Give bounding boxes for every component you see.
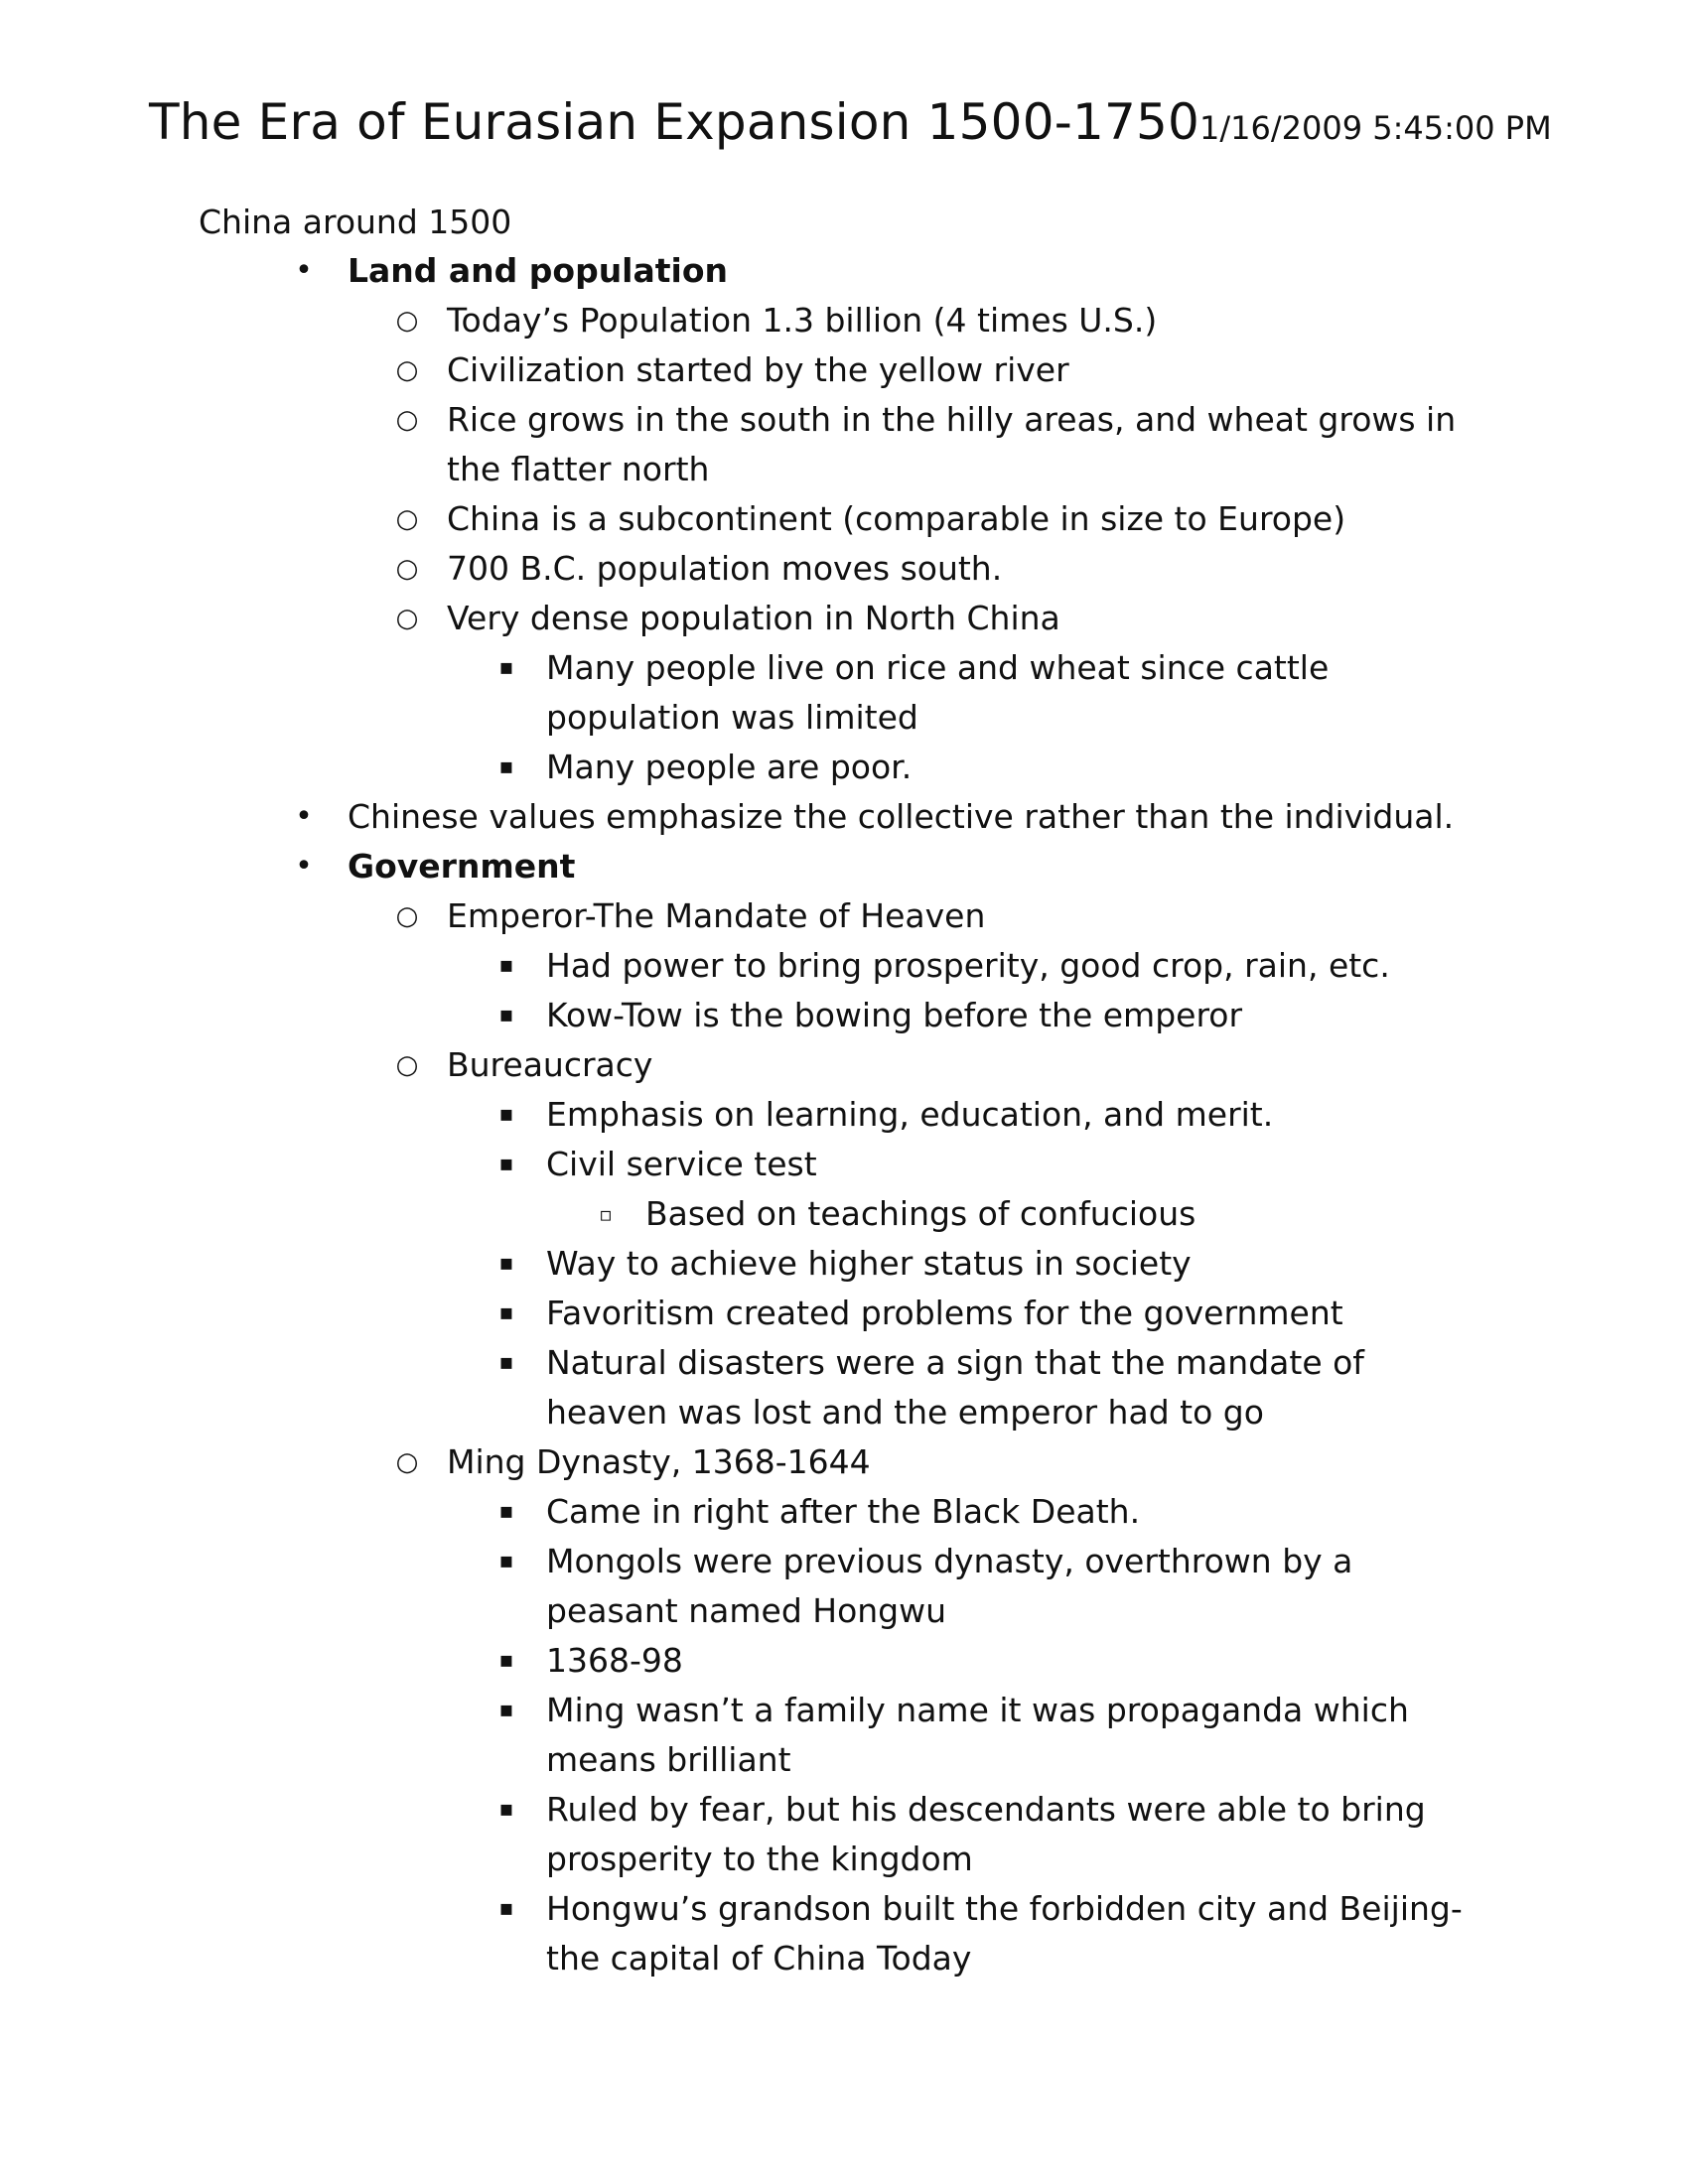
bullet-circle-icon: ○	[395, 504, 419, 534]
bullet-dot-icon: •	[295, 799, 313, 834]
outline-item-text: Bureaucracy	[447, 1045, 653, 1084]
outline-item-text: Emperor-The Mandate of Heaven	[447, 896, 986, 935]
outline-item	[0, 246, 1688, 296]
outline-item-text: Civilization started by the yellow river	[447, 350, 1069, 389]
bullet-square-icon: ▪	[498, 953, 514, 978]
outline-item	[0, 1189, 1688, 1239]
outline-item	[0, 743, 1688, 792]
bullet-circle-icon: ○	[395, 405, 419, 435]
outline-item-text: Emphasis on learning, education, and merit.	[546, 1095, 1274, 1134]
outline-item	[0, 1487, 1688, 1537]
outline-item-text-continued: heaven was lost and the emperor had to go	[546, 1393, 1264, 1432]
document-title: The Era of Eurasian Expansion 1500-1750	[149, 93, 1199, 151]
document-timestamp: 1/16/2009 5:45:00 PM	[1199, 109, 1552, 147]
outline-item-text: Mongols were previous dynasty, overthrown by a	[546, 1542, 1353, 1580]
outline-item	[0, 991, 1688, 1040]
bullet-square-icon: ▪	[498, 1102, 514, 1127]
outline-item	[0, 891, 1688, 941]
outline-item-text-continued: prosperity to the kingdom	[546, 1840, 973, 1878]
bullet-dot-icon: •	[295, 849, 313, 884]
outline-item-text: Land and population	[348, 251, 729, 290]
outline-item-text-continued: peasant named Hongwu	[546, 1591, 947, 1630]
document-title-row	[149, 93, 1552, 151]
bullet-circle-icon: ○	[395, 1447, 419, 1477]
bullet-square-icon: ▪	[498, 1003, 514, 1027]
outline-item-text: Rice grows in the south in the hilly areas, and wheat grows in	[447, 400, 1457, 439]
section-heading: China around 1500	[199, 203, 512, 241]
bullet-square-icon: ▪	[498, 1648, 514, 1673]
outline-item	[0, 1537, 1688, 1636]
outline-item-text: Chinese values emphasize the collective rather than the individual.	[348, 797, 1455, 836]
outline-item	[0, 1636, 1688, 1686]
outline-item-text: Government	[348, 847, 576, 886]
outline-item-text: Hongwu’s grandson built the forbidden city and Beijing-	[546, 1889, 1463, 1928]
outline-item	[0, 1686, 1688, 1785]
outline-item	[0, 643, 1688, 743]
outline-item	[0, 296, 1688, 345]
outline-item-text: Natural disasters were a sign that the mandate of	[546, 1343, 1364, 1382]
outline-item-text: Ming Dynasty, 1368-1644	[447, 1442, 871, 1481]
bullet-square-icon: ▪	[498, 754, 514, 779]
outline-item-text: Ruled by fear, but his descendants were able to bring	[546, 1790, 1426, 1829]
outline-item	[0, 1884, 1688, 1983]
bullet-circle-icon: ○	[395, 604, 419, 633]
outline-item	[0, 1239, 1688, 1289]
bullet-square-icon: ▪	[498, 1251, 514, 1276]
outline-item-text: 700 B.C. population moves south.	[447, 549, 1003, 588]
bullet-hollow-square-icon: ▫	[599, 1202, 613, 1226]
bullet-circle-icon: ○	[395, 355, 419, 385]
outline-item-text: Way to achieve higher status in society	[546, 1244, 1192, 1283]
outline-item-text: Many people live on rice and wheat since cattle	[546, 648, 1330, 687]
bullet-square-icon: ▪	[498, 1698, 514, 1722]
bullet-square-icon: ▪	[498, 1152, 514, 1176]
outline-item-text: Ming wasn’t a family name it was propaganda which	[546, 1691, 1409, 1729]
bullet-square-icon: ▪	[498, 1499, 514, 1524]
outline-item-text-continued: population was limited	[546, 698, 918, 737]
bullet-square-icon: ▪	[498, 1896, 514, 1921]
outline-item-text-continued: means brilliant	[546, 1740, 791, 1779]
outline-item-text: Had power to bring prosperity, good crop, rain, etc.	[546, 946, 1390, 985]
outline-item	[0, 345, 1688, 395]
bullet-square-icon: ▪	[498, 1549, 514, 1573]
bullet-circle-icon: ○	[395, 306, 419, 336]
outline-item	[0, 594, 1688, 643]
outline-item	[0, 1289, 1688, 1338]
bullet-dot-icon: •	[295, 253, 313, 288]
bullet-circle-icon: ○	[395, 1050, 419, 1080]
bullet-circle-icon: ○	[395, 901, 419, 931]
outline-item	[0, 1140, 1688, 1189]
outline-item-text: Kow-Tow is the bowing before the emperor	[546, 996, 1243, 1034]
bullet-square-icon: ▪	[498, 1350, 514, 1375]
outline-item-text: Today’s Population 1.3 billion (4 times U.S.)	[447, 301, 1158, 340]
outline-item	[0, 395, 1688, 494]
outline-item	[0, 544, 1688, 594]
outline-item	[0, 1040, 1688, 1090]
outline-item-text: Civil service test	[546, 1145, 817, 1183]
outline-item-text: 1368-98	[546, 1641, 683, 1680]
outline-item-text: Based on teachings of confucious	[645, 1194, 1196, 1233]
outline-item-text: Many people are poor.	[546, 748, 913, 786]
bullet-circle-icon: ○	[395, 554, 419, 584]
outline-item	[0, 842, 1688, 891]
outline-item	[0, 494, 1688, 544]
outline-item-text: China is a subcontinent (comparable in size to Europe)	[447, 499, 1346, 538]
outline-item-text-continued: the flatter north	[447, 450, 710, 488]
outline-item-text: Very dense population in North China	[447, 599, 1060, 637]
outline-item	[0, 1785, 1688, 1884]
outline-item	[0, 792, 1688, 842]
outline-item-text: Favoritism created problems for the government	[546, 1294, 1343, 1332]
outline-item	[0, 941, 1688, 991]
outline-item	[0, 1338, 1688, 1437]
outline-item-text: Came in right after the Black Death.	[546, 1492, 1141, 1531]
outline-list	[0, 246, 1688, 1983]
bullet-square-icon: ▪	[498, 1300, 514, 1325]
outline-item	[0, 1437, 1688, 1487]
outline-item-text-continued: the capital of China Today	[546, 1939, 972, 1978]
outline-item	[0, 1090, 1688, 1140]
bullet-square-icon: ▪	[498, 655, 514, 680]
bullet-square-icon: ▪	[498, 1797, 514, 1822]
